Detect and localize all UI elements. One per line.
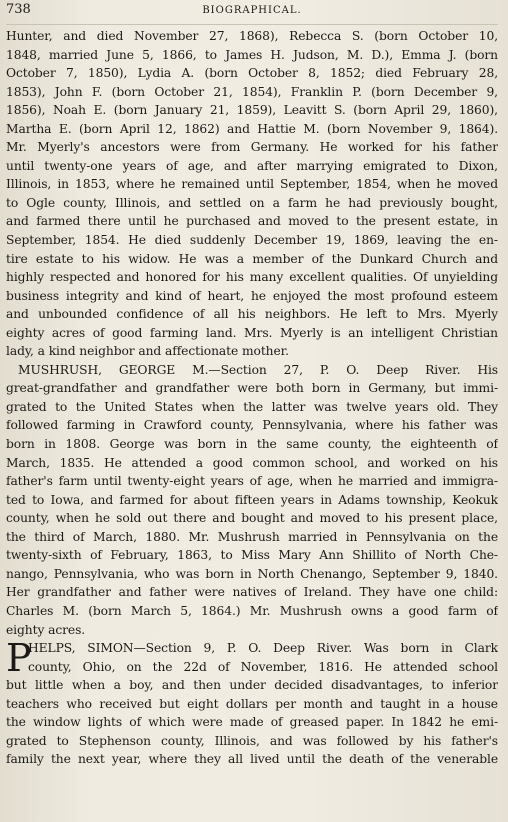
text-line: Illinois, in 1853, where he remained until September, 1854, when he moved xyxy=(6,177,498,192)
text-line: September, 1854. He died suddenly December 19, 1869, leaving the en- xyxy=(6,233,498,248)
dropcap-row xyxy=(6,636,498,681)
text-line: 1853), John F. (born October 21, 1854), Franklin P. (born December 9, xyxy=(6,84,498,99)
text-line: eighty acres. xyxy=(6,622,86,637)
text-line: highly respected and honored for his many excellent qualities. Of unyielding xyxy=(6,270,498,285)
dropcap-lines xyxy=(28,639,498,676)
text-line: tire estate to his widow. He was a member of the Dunkard Church and xyxy=(6,251,498,266)
paragraph-myerly xyxy=(6,27,498,361)
text-line: MUSHRUSH, GEORGE M.—Section 27, P. O. Deep River. His xyxy=(18,362,498,377)
text-line: followed farming in Crawford county, Pennsylvania, where his father was xyxy=(6,418,498,433)
drop-cap: P xyxy=(6,636,32,681)
text-line: to Ogle county, Illinois, and settled on a farm he had previously bought, xyxy=(6,195,498,210)
text-line: Hunter, and died November 27, 1868), Rebecca S. (born October 10, xyxy=(6,29,498,43)
text-line: nango, Pennsylvania, who was born in North Chenango, September 9, 1840. xyxy=(6,566,498,581)
text-line: county, when he sold out there and bought and moved to his present place, xyxy=(6,511,498,526)
paragraph-phelps xyxy=(6,636,498,769)
text-line: the third of March, 1880. Mr. Mushrush married in Pennsylvania on the xyxy=(6,529,498,544)
text-line: Her grandfather and father were natives of Ireland. They have one child: xyxy=(6,585,498,600)
text-line: business integrity and kind of heart, he enjoyed the most profound esteem xyxy=(6,288,498,303)
text-line: teachers who received but eight dollars per month and taught in a house xyxy=(6,696,498,711)
paragraph-mushrush xyxy=(6,361,498,639)
text-line: the window lights of which were made of greased paper. In 1842 he emi- xyxy=(6,715,498,730)
text-line: ted to Iowa, and farmed for about fifteen years in Adams township, Keokuk xyxy=(6,492,498,507)
page-header xyxy=(6,2,498,25)
paragraph-phelps-rest xyxy=(6,676,498,769)
text-line: 1848, married June 5, 1866, to James H. Judson, M. D.), Emma J. (born xyxy=(6,47,498,62)
page-number: 738 xyxy=(6,2,31,17)
text-line: father's farm until twenty-eight years of age, when he married and immigra- xyxy=(6,474,498,489)
text-line: grated to the United States when the latter was twelve years old. They xyxy=(6,399,498,414)
text-line: born in 1808. George was born in the same county, the eighteenth of xyxy=(6,437,498,452)
text-line: lady, a kind neighbor and affectionate mother. xyxy=(6,344,289,359)
text-line: grated to Stephenson county, Illinois, and was followed by his father's xyxy=(6,733,498,748)
text-line: October 7, 1850), Lydia A. (born October 8, 1852; died February 28, xyxy=(6,66,498,81)
text-line: and farmed there until he purchased and moved to the present estate, in xyxy=(6,214,498,229)
text-line: twenty-sixth of February, 1863, to Miss Mary Ann Shillito of North Che- xyxy=(6,548,498,563)
page-body xyxy=(6,27,498,769)
text-line: 1856), Noah E. (born January 21, 1859), Leavitt S. (born April 29, 1860), xyxy=(6,103,498,118)
running-head: BIOGRAPHICAL. xyxy=(202,5,302,16)
text-line: March, 1835. He attended a good common school, and worked on his xyxy=(6,455,498,470)
text-line: family the next year, where they all lived until the death of the venerable xyxy=(6,752,498,767)
text-line: Martha E. (born April 12, 1862) and Hattie M. (born November 9, 1864). xyxy=(6,121,498,136)
text-line: Charles M. (born March 5, 1864.) Mr. Mushrush owns a good farm of xyxy=(6,603,498,618)
text-line: Mr. Myerly's ancestors were from Germany. He worked for his father xyxy=(6,140,498,155)
text-line: eighty acres of good farming land. Mrs. Myerly is an intelligent Christian xyxy=(6,325,498,340)
text-line: until twenty-one years of age, and after marrying emigrated to Dixon, xyxy=(6,158,498,173)
text-line: county, Ohio, on the 22d of November, 1816. He attended school xyxy=(28,659,498,674)
text-line: but little when a boy, and then under decided disadvantages, to inferior xyxy=(6,678,498,693)
text-line: HELPS, SIMON—Section 9, P. O. Deep River. Was born in Clark xyxy=(28,641,498,656)
text-line: and unbounded confidence of all his neighbors. He left to Mrs. Myerly xyxy=(6,307,498,322)
text-line: great-grandfather and grandfather were both born in Germany, but immi- xyxy=(6,381,498,396)
